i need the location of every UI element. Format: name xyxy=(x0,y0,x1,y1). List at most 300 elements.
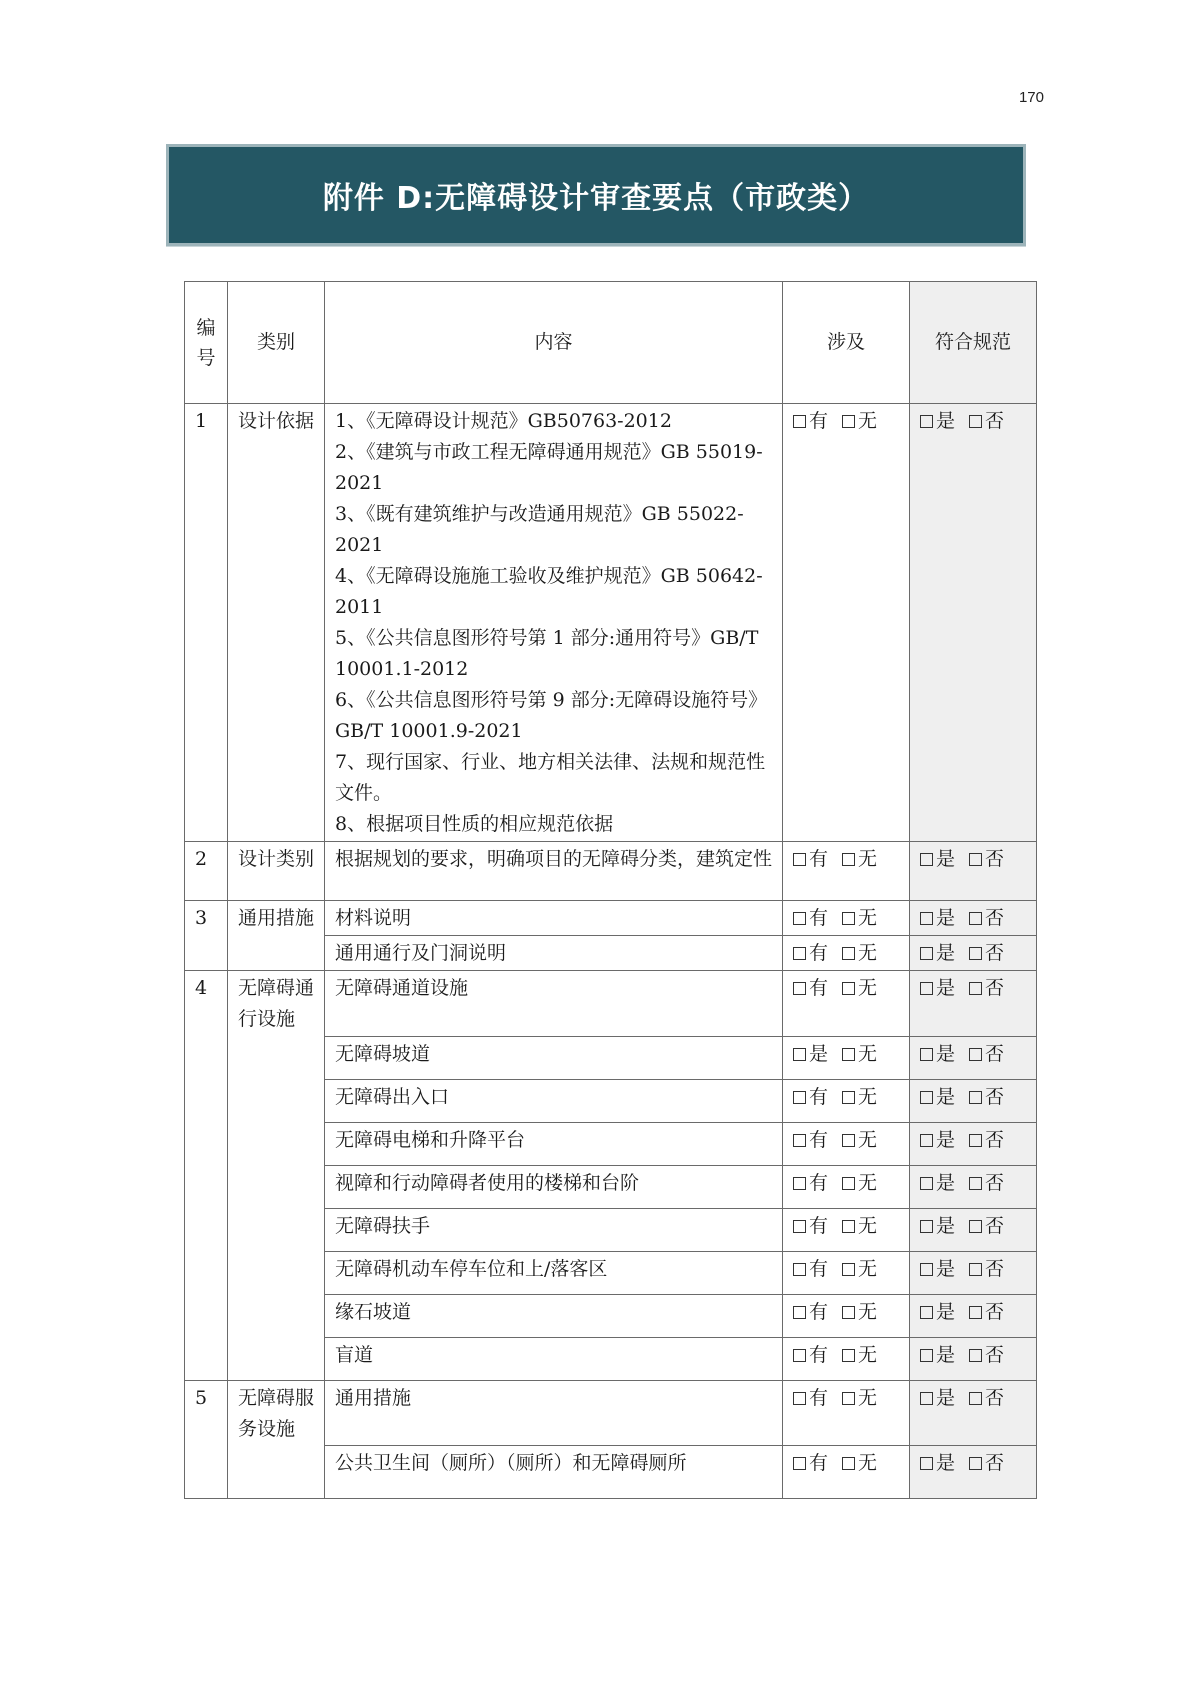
checkbox-icon[interactable] xyxy=(793,1177,806,1190)
checkbox-icon[interactable] xyxy=(842,1177,855,1190)
involved-cell xyxy=(783,1079,910,1122)
compliant-option[interactable] xyxy=(969,1043,1004,1065)
checkbox-icon[interactable] xyxy=(920,1134,933,1147)
involved-options xyxy=(793,1129,877,1151)
compliant-option-label: 是 xyxy=(936,1343,956,1366)
involved-option-label: 有 xyxy=(809,1085,829,1108)
row-content xyxy=(325,404,783,842)
compliant-option-label: 否 xyxy=(985,1042,1005,1065)
row-content xyxy=(325,936,783,971)
compliant-option[interactable] xyxy=(920,942,955,964)
row-number: 4 xyxy=(185,971,228,1037)
checkbox-icon[interactable] xyxy=(920,912,933,925)
table-row xyxy=(185,404,1037,842)
row-number: 2 xyxy=(185,842,228,901)
compliant-option[interactable] xyxy=(920,977,955,999)
header-no: 编号 xyxy=(185,282,228,404)
compliant-cell xyxy=(910,901,1037,936)
involved-cell xyxy=(783,404,910,842)
compliant-cell xyxy=(910,936,1037,971)
compliant-option[interactable] xyxy=(969,1258,1004,1280)
compliant-options xyxy=(920,848,1004,870)
compliant-options xyxy=(920,907,1004,929)
compliant-options xyxy=(920,1452,1004,1474)
involved-option[interactable] xyxy=(793,848,828,870)
content-item: 1、《无障碍设计规范》GB50763-2012 xyxy=(335,410,672,432)
row-category xyxy=(228,1251,325,1294)
compliant-option-label: 否 xyxy=(985,848,1005,870)
compliant-option-label: 否 xyxy=(985,1214,1005,1237)
row-content xyxy=(325,1036,783,1079)
compliant-option[interactable] xyxy=(969,848,1004,870)
involved-option[interactable] xyxy=(793,1387,828,1409)
involved-cell xyxy=(783,1122,910,1165)
compliant-option[interactable] xyxy=(920,1301,955,1323)
involved-cell xyxy=(783,1036,910,1079)
content-item: 无障碍通道设施 xyxy=(335,977,469,999)
compliant-options xyxy=(920,1301,1004,1323)
compliant-option-label: 否 xyxy=(985,1343,1005,1366)
row-number xyxy=(185,1208,228,1251)
checkbox-icon[interactable] xyxy=(920,1349,933,1362)
involved-options xyxy=(793,1086,877,1108)
table-row xyxy=(185,1251,1037,1294)
involved-option[interactable] xyxy=(842,1043,877,1065)
content-item: 6、《公共信息图形符号第 9 部分:无障碍设施符号》GB/T 10001.9-2021 xyxy=(335,689,768,742)
compliant-cell xyxy=(910,1380,1037,1446)
content-item: 公共卫生间（厕所）（厕所）和无障碍厕所 xyxy=(335,1452,687,1474)
checkbox-icon[interactable] xyxy=(793,1091,806,1104)
involved-cell xyxy=(783,1165,910,1208)
involved-option[interactable] xyxy=(842,977,877,999)
checkbox-icon[interactable] xyxy=(842,415,855,428)
page-title: 附件 D:无障碍设计审查要点（市政类） xyxy=(322,181,870,216)
compliant-options xyxy=(920,1258,1004,1280)
involved-option[interactable] xyxy=(793,1215,828,1237)
checkbox-icon[interactable] xyxy=(842,1091,855,1104)
compliant-option[interactable] xyxy=(969,1387,1004,1409)
checkbox-icon[interactable] xyxy=(842,1048,855,1061)
compliant-option[interactable] xyxy=(920,848,955,870)
involved-option[interactable] xyxy=(842,410,877,432)
checkbox-icon[interactable] xyxy=(969,415,982,428)
compliant-options xyxy=(920,1344,1004,1366)
checkbox-icon[interactable] xyxy=(969,1392,982,1405)
checkbox-icon[interactable] xyxy=(842,1457,855,1470)
checkbox-icon[interactable] xyxy=(793,982,806,995)
involved-option-label: 有 xyxy=(809,410,829,432)
compliant-option[interactable] xyxy=(969,1086,1004,1108)
table-header-row xyxy=(185,282,1037,404)
compliant-option-label: 否 xyxy=(985,907,1005,929)
table-row xyxy=(185,901,1037,936)
involved-option-label: 有 xyxy=(809,977,829,999)
involved-option[interactable] xyxy=(842,1172,877,1194)
compliant-cell xyxy=(910,1294,1037,1337)
checkbox-icon[interactable] xyxy=(920,1392,933,1405)
compliant-option-label: 是 xyxy=(936,1085,956,1108)
compliant-option-label: 否 xyxy=(985,1085,1005,1108)
compliant-option-label: 是 xyxy=(936,1300,956,1323)
content-item: 5、《公共信息图形符号第 1 部分:通用符号》GB/T 10001.1-2012 xyxy=(335,627,759,680)
checkbox-icon[interactable] xyxy=(969,1349,982,1362)
involved-option-label: 无 xyxy=(858,1128,878,1151)
involved-option[interactable] xyxy=(842,1258,877,1280)
checkbox-icon[interactable] xyxy=(920,947,933,960)
checkbox-icon[interactable] xyxy=(842,1392,855,1405)
content-item: 8、根据项目性质的相应规范依据 xyxy=(335,813,614,835)
row-category: 无障碍通行设施 xyxy=(228,971,325,1037)
compliant-option-label: 否 xyxy=(985,1386,1005,1409)
checkbox-icon[interactable] xyxy=(920,1263,933,1276)
content-item: 无障碍电梯和升降平台 xyxy=(335,1128,526,1151)
header-category: 类别 xyxy=(228,282,325,404)
checkbox-icon[interactable] xyxy=(969,1263,982,1276)
involved-option[interactable] xyxy=(793,1258,828,1280)
checkbox-icon[interactable] xyxy=(793,415,806,428)
compliant-option-label: 是 xyxy=(936,1257,956,1280)
involved-option[interactable] xyxy=(842,1129,877,1151)
involved-cell xyxy=(783,1251,910,1294)
involved-option-label: 有 xyxy=(809,907,829,929)
compliant-cell xyxy=(910,971,1037,1037)
involved-option[interactable] xyxy=(793,942,828,964)
checkbox-icon[interactable] xyxy=(920,1306,933,1319)
involved-options xyxy=(793,977,877,999)
involved-option[interactable] xyxy=(793,1086,828,1108)
involved-option-label: 有 xyxy=(809,1171,829,1194)
checkbox-icon[interactable] xyxy=(842,1349,855,1362)
compliant-option[interactable] xyxy=(969,942,1004,964)
involved-option[interactable] xyxy=(842,942,877,964)
checkbox-icon[interactable] xyxy=(969,1134,982,1147)
row-number: 3 xyxy=(185,901,228,936)
involved-option[interactable] xyxy=(793,1301,828,1323)
involved-option[interactable] xyxy=(842,1387,877,1409)
compliant-option[interactable] xyxy=(969,1344,1004,1366)
involved-option[interactable] xyxy=(842,1344,877,1366)
content-item: 通用措施 xyxy=(335,1386,412,1409)
checkbox-icon[interactable] xyxy=(793,1220,806,1233)
involved-cell xyxy=(783,1446,910,1499)
involved-option-label: 无 xyxy=(858,1452,878,1474)
compliant-cell xyxy=(910,842,1037,901)
row-content xyxy=(325,971,783,1037)
compliant-option[interactable] xyxy=(920,1043,955,1065)
involved-option[interactable] xyxy=(842,1086,877,1108)
compliant-option-label: 否 xyxy=(985,1128,1005,1151)
involved-option[interactable] xyxy=(793,907,828,929)
checkbox-icon[interactable] xyxy=(920,1220,933,1233)
involved-options xyxy=(793,1172,877,1194)
page-number: 170 xyxy=(1018,89,1044,106)
compliant-option-label: 是 xyxy=(936,1042,956,1065)
checkbox-icon[interactable] xyxy=(920,1457,933,1470)
compliant-option[interactable] xyxy=(969,1301,1004,1323)
compliant-cell xyxy=(910,1337,1037,1380)
involved-options xyxy=(793,942,877,964)
checkbox-icon[interactable] xyxy=(920,1048,933,1061)
table-row xyxy=(185,1122,1037,1165)
checkbox-icon[interactable] xyxy=(969,1177,982,1190)
involved-cell xyxy=(783,1337,910,1380)
involved-option-label: 是 xyxy=(809,1042,829,1065)
compliant-option-label: 是 xyxy=(936,907,956,929)
involved-option-label: 无 xyxy=(858,942,878,964)
checkbox-icon[interactable] xyxy=(793,912,806,925)
content-item: 缘石坡道 xyxy=(335,1300,412,1323)
involved-option-label: 有 xyxy=(809,1257,829,1280)
content-item: 无障碍坡道 xyxy=(335,1042,431,1065)
involved-option-label: 有 xyxy=(809,1343,829,1366)
checkbox-icon[interactable] xyxy=(842,912,855,925)
checkbox-icon[interactable] xyxy=(920,853,933,866)
involved-option[interactable] xyxy=(793,1129,828,1151)
content-item: 无障碍出入口 xyxy=(335,1085,450,1108)
compliant-option-label: 否 xyxy=(985,1300,1005,1323)
checkbox-icon[interactable] xyxy=(793,1392,806,1405)
row-content xyxy=(325,1208,783,1251)
checkbox-icon[interactable] xyxy=(969,1306,982,1319)
content-item: 盲道 xyxy=(335,1343,374,1366)
involved-option-label: 无 xyxy=(858,1214,878,1237)
involved-option[interactable] xyxy=(793,1043,828,1065)
compliant-option-label: 否 xyxy=(985,977,1005,999)
row-number xyxy=(185,1122,228,1165)
compliant-cell xyxy=(910,1165,1037,1208)
involved-options xyxy=(793,848,877,870)
compliant-option-label: 是 xyxy=(936,1128,956,1151)
involved-option[interactable] xyxy=(793,1344,828,1366)
row-content xyxy=(325,901,783,936)
row-number xyxy=(185,1446,228,1499)
checkbox-icon[interactable] xyxy=(920,982,933,995)
row-category xyxy=(228,1294,325,1337)
involved-cell xyxy=(783,1208,910,1251)
compliant-option[interactable] xyxy=(920,1215,955,1237)
involved-option-label: 有 xyxy=(809,1452,829,1474)
involved-cell xyxy=(783,1380,910,1446)
compliant-option[interactable] xyxy=(920,1452,955,1474)
row-category: 无障碍服务设施 xyxy=(228,1380,325,1446)
header-compliant: 符合规范 xyxy=(910,282,1037,404)
table-row xyxy=(185,1380,1037,1446)
involved-option-label: 有 xyxy=(809,848,829,870)
row-content xyxy=(325,1294,783,1337)
content-item: 材料说明 xyxy=(335,907,412,929)
compliant-option-label: 是 xyxy=(936,1171,956,1194)
row-category: 通用措施 xyxy=(228,901,325,936)
checkbox-icon[interactable] xyxy=(793,1263,806,1276)
review-checklist-table xyxy=(184,281,1037,1499)
content-item: 2、《建筑与市政工程无障碍通用规范》GB 55019-2021 xyxy=(335,441,763,494)
involved-option-label: 无 xyxy=(858,410,878,432)
checkbox-icon[interactable] xyxy=(969,1048,982,1061)
table-row xyxy=(185,1294,1037,1337)
compliant-option[interactable] xyxy=(920,1086,955,1108)
compliant-option[interactable] xyxy=(920,1344,955,1366)
compliant-option[interactable] xyxy=(920,1172,955,1194)
checkbox-icon[interactable] xyxy=(969,1220,982,1233)
checkbox-icon[interactable] xyxy=(793,853,806,866)
compliant-option[interactable] xyxy=(920,1258,955,1280)
content-item: 无障碍扶手 xyxy=(335,1214,431,1237)
compliant-option[interactable] xyxy=(920,1387,955,1409)
involved-options xyxy=(793,907,877,929)
involved-options xyxy=(793,410,877,432)
compliant-option[interactable] xyxy=(969,907,1004,929)
checkbox-icon[interactable] xyxy=(920,415,933,428)
table-row xyxy=(185,971,1037,1037)
compliant-options xyxy=(920,1043,1004,1065)
table-row xyxy=(185,1036,1037,1079)
checkbox-icon[interactable] xyxy=(793,1134,806,1147)
checkbox-icon[interactable] xyxy=(842,1220,855,1233)
compliant-option[interactable] xyxy=(969,1452,1004,1474)
compliant-options xyxy=(920,1172,1004,1194)
involved-cell xyxy=(783,901,910,936)
involved-option[interactable] xyxy=(793,410,828,432)
compliant-options xyxy=(920,942,1004,964)
row-category xyxy=(228,1446,325,1499)
row-content xyxy=(325,1165,783,1208)
compliant-option-label: 否 xyxy=(985,942,1005,964)
checkbox-icon[interactable] xyxy=(793,947,806,960)
checkbox-icon[interactable] xyxy=(969,947,982,960)
involved-cell xyxy=(783,936,910,971)
row-category xyxy=(228,1079,325,1122)
involved-option-label: 无 xyxy=(858,977,878,999)
involved-options xyxy=(793,1043,877,1065)
compliant-options xyxy=(920,410,1004,432)
involved-options xyxy=(793,1258,877,1280)
row-category: 设计类别 xyxy=(228,842,325,901)
compliant-cell xyxy=(910,1079,1037,1122)
compliant-cell xyxy=(910,404,1037,842)
involved-option-label: 有 xyxy=(809,1386,829,1409)
row-content xyxy=(325,1380,783,1446)
row-category xyxy=(228,1122,325,1165)
compliant-option-label: 是 xyxy=(936,1386,956,1409)
compliant-options xyxy=(920,1387,1004,1409)
involved-option[interactable] xyxy=(793,1452,828,1474)
checkbox-icon[interactable] xyxy=(842,853,855,866)
checkbox-icon[interactable] xyxy=(793,1048,806,1061)
checkbox-icon[interactable] xyxy=(842,1306,855,1319)
checkbox-icon[interactable] xyxy=(969,912,982,925)
compliant-cell xyxy=(910,1446,1037,1499)
table-row xyxy=(185,936,1037,971)
involved-option-label: 有 xyxy=(809,942,829,964)
content-item: 3、《既有建筑维护与改造通用规范》GB 55022-2021 xyxy=(335,503,744,556)
compliant-option-label: 是 xyxy=(936,942,956,964)
row-content xyxy=(325,1122,783,1165)
checkbox-icon[interactable] xyxy=(842,1263,855,1276)
checkbox-icon[interactable] xyxy=(793,1306,806,1319)
compliant-option[interactable] xyxy=(969,410,1004,432)
checkbox-icon[interactable] xyxy=(969,982,982,995)
compliant-option[interactable] xyxy=(920,1129,955,1151)
title-banner xyxy=(166,144,1026,246)
header-content: 内容 xyxy=(325,282,783,404)
involved-option-label: 无 xyxy=(858,1343,878,1366)
row-category xyxy=(228,1165,325,1208)
involved-option[interactable] xyxy=(842,1215,877,1237)
compliant-option-label: 否 xyxy=(985,1257,1005,1280)
involved-option-label: 有 xyxy=(809,1300,829,1323)
row-number: 1 xyxy=(185,404,228,842)
content-item: 视障和行动障碍者使用的楼梯和台阶 xyxy=(335,1171,640,1194)
row-content xyxy=(325,1079,783,1122)
checkbox-icon[interactable] xyxy=(969,1457,982,1470)
involved-option[interactable] xyxy=(793,1172,828,1194)
compliant-option[interactable] xyxy=(920,907,955,929)
table-row xyxy=(185,1446,1037,1499)
checkbox-icon[interactable] xyxy=(920,1177,933,1190)
checkbox-icon[interactable] xyxy=(842,1134,855,1147)
involved-cell xyxy=(783,1294,910,1337)
involved-cell xyxy=(783,842,910,901)
compliant-cell xyxy=(910,1251,1037,1294)
involved-options xyxy=(793,1301,877,1323)
compliant-option-label: 否 xyxy=(985,1452,1005,1474)
compliant-option-label: 否 xyxy=(985,410,1005,432)
header-involved: 涉及 xyxy=(783,282,910,404)
checkbox-icon[interactable] xyxy=(920,1091,933,1104)
checkbox-icon[interactable] xyxy=(793,1457,806,1470)
compliant-option-label: 是 xyxy=(936,410,956,432)
involved-option[interactable] xyxy=(793,977,828,999)
involved-option[interactable] xyxy=(842,1452,877,1474)
involved-option-label: 无 xyxy=(858,1171,878,1194)
compliant-option-label: 是 xyxy=(936,977,956,999)
involved-option[interactable] xyxy=(842,907,877,929)
involved-options xyxy=(793,1387,877,1409)
involved-option[interactable] xyxy=(842,848,877,870)
checkbox-icon[interactable] xyxy=(969,853,982,866)
compliant-cell xyxy=(910,1122,1037,1165)
checkbox-icon[interactable] xyxy=(969,1091,982,1104)
row-number xyxy=(185,1251,228,1294)
compliant-option-label: 是 xyxy=(936,848,956,870)
involved-option-label: 无 xyxy=(858,1386,878,1409)
compliant-option[interactable] xyxy=(969,1172,1004,1194)
involved-options xyxy=(793,1344,877,1366)
compliant-option[interactable] xyxy=(920,410,955,432)
row-number xyxy=(185,1079,228,1122)
content-item: 根据规划的要求，明确项目的无障碍分类，建筑定性 xyxy=(335,848,773,870)
compliant-option[interactable] xyxy=(969,1215,1004,1237)
table-row xyxy=(185,842,1037,901)
content-item: 通用通行及门洞说明 xyxy=(335,942,507,964)
compliant-option-label: 是 xyxy=(936,1214,956,1237)
compliant-cell xyxy=(910,1208,1037,1251)
compliant-cell xyxy=(910,1036,1037,1079)
involved-option-label: 有 xyxy=(809,1128,829,1151)
row-category xyxy=(228,1337,325,1380)
row-category xyxy=(228,1208,325,1251)
compliant-option[interactable] xyxy=(969,977,1004,999)
involved-option-label: 无 xyxy=(858,1257,878,1280)
table-row xyxy=(185,1165,1037,1208)
checkbox-icon[interactable] xyxy=(842,947,855,960)
checkbox-icon[interactable] xyxy=(842,982,855,995)
checkbox-icon[interactable] xyxy=(793,1349,806,1362)
involved-option[interactable] xyxy=(842,1301,877,1323)
compliant-option[interactable] xyxy=(969,1129,1004,1151)
row-number xyxy=(185,1337,228,1380)
compliant-options xyxy=(920,1129,1004,1151)
